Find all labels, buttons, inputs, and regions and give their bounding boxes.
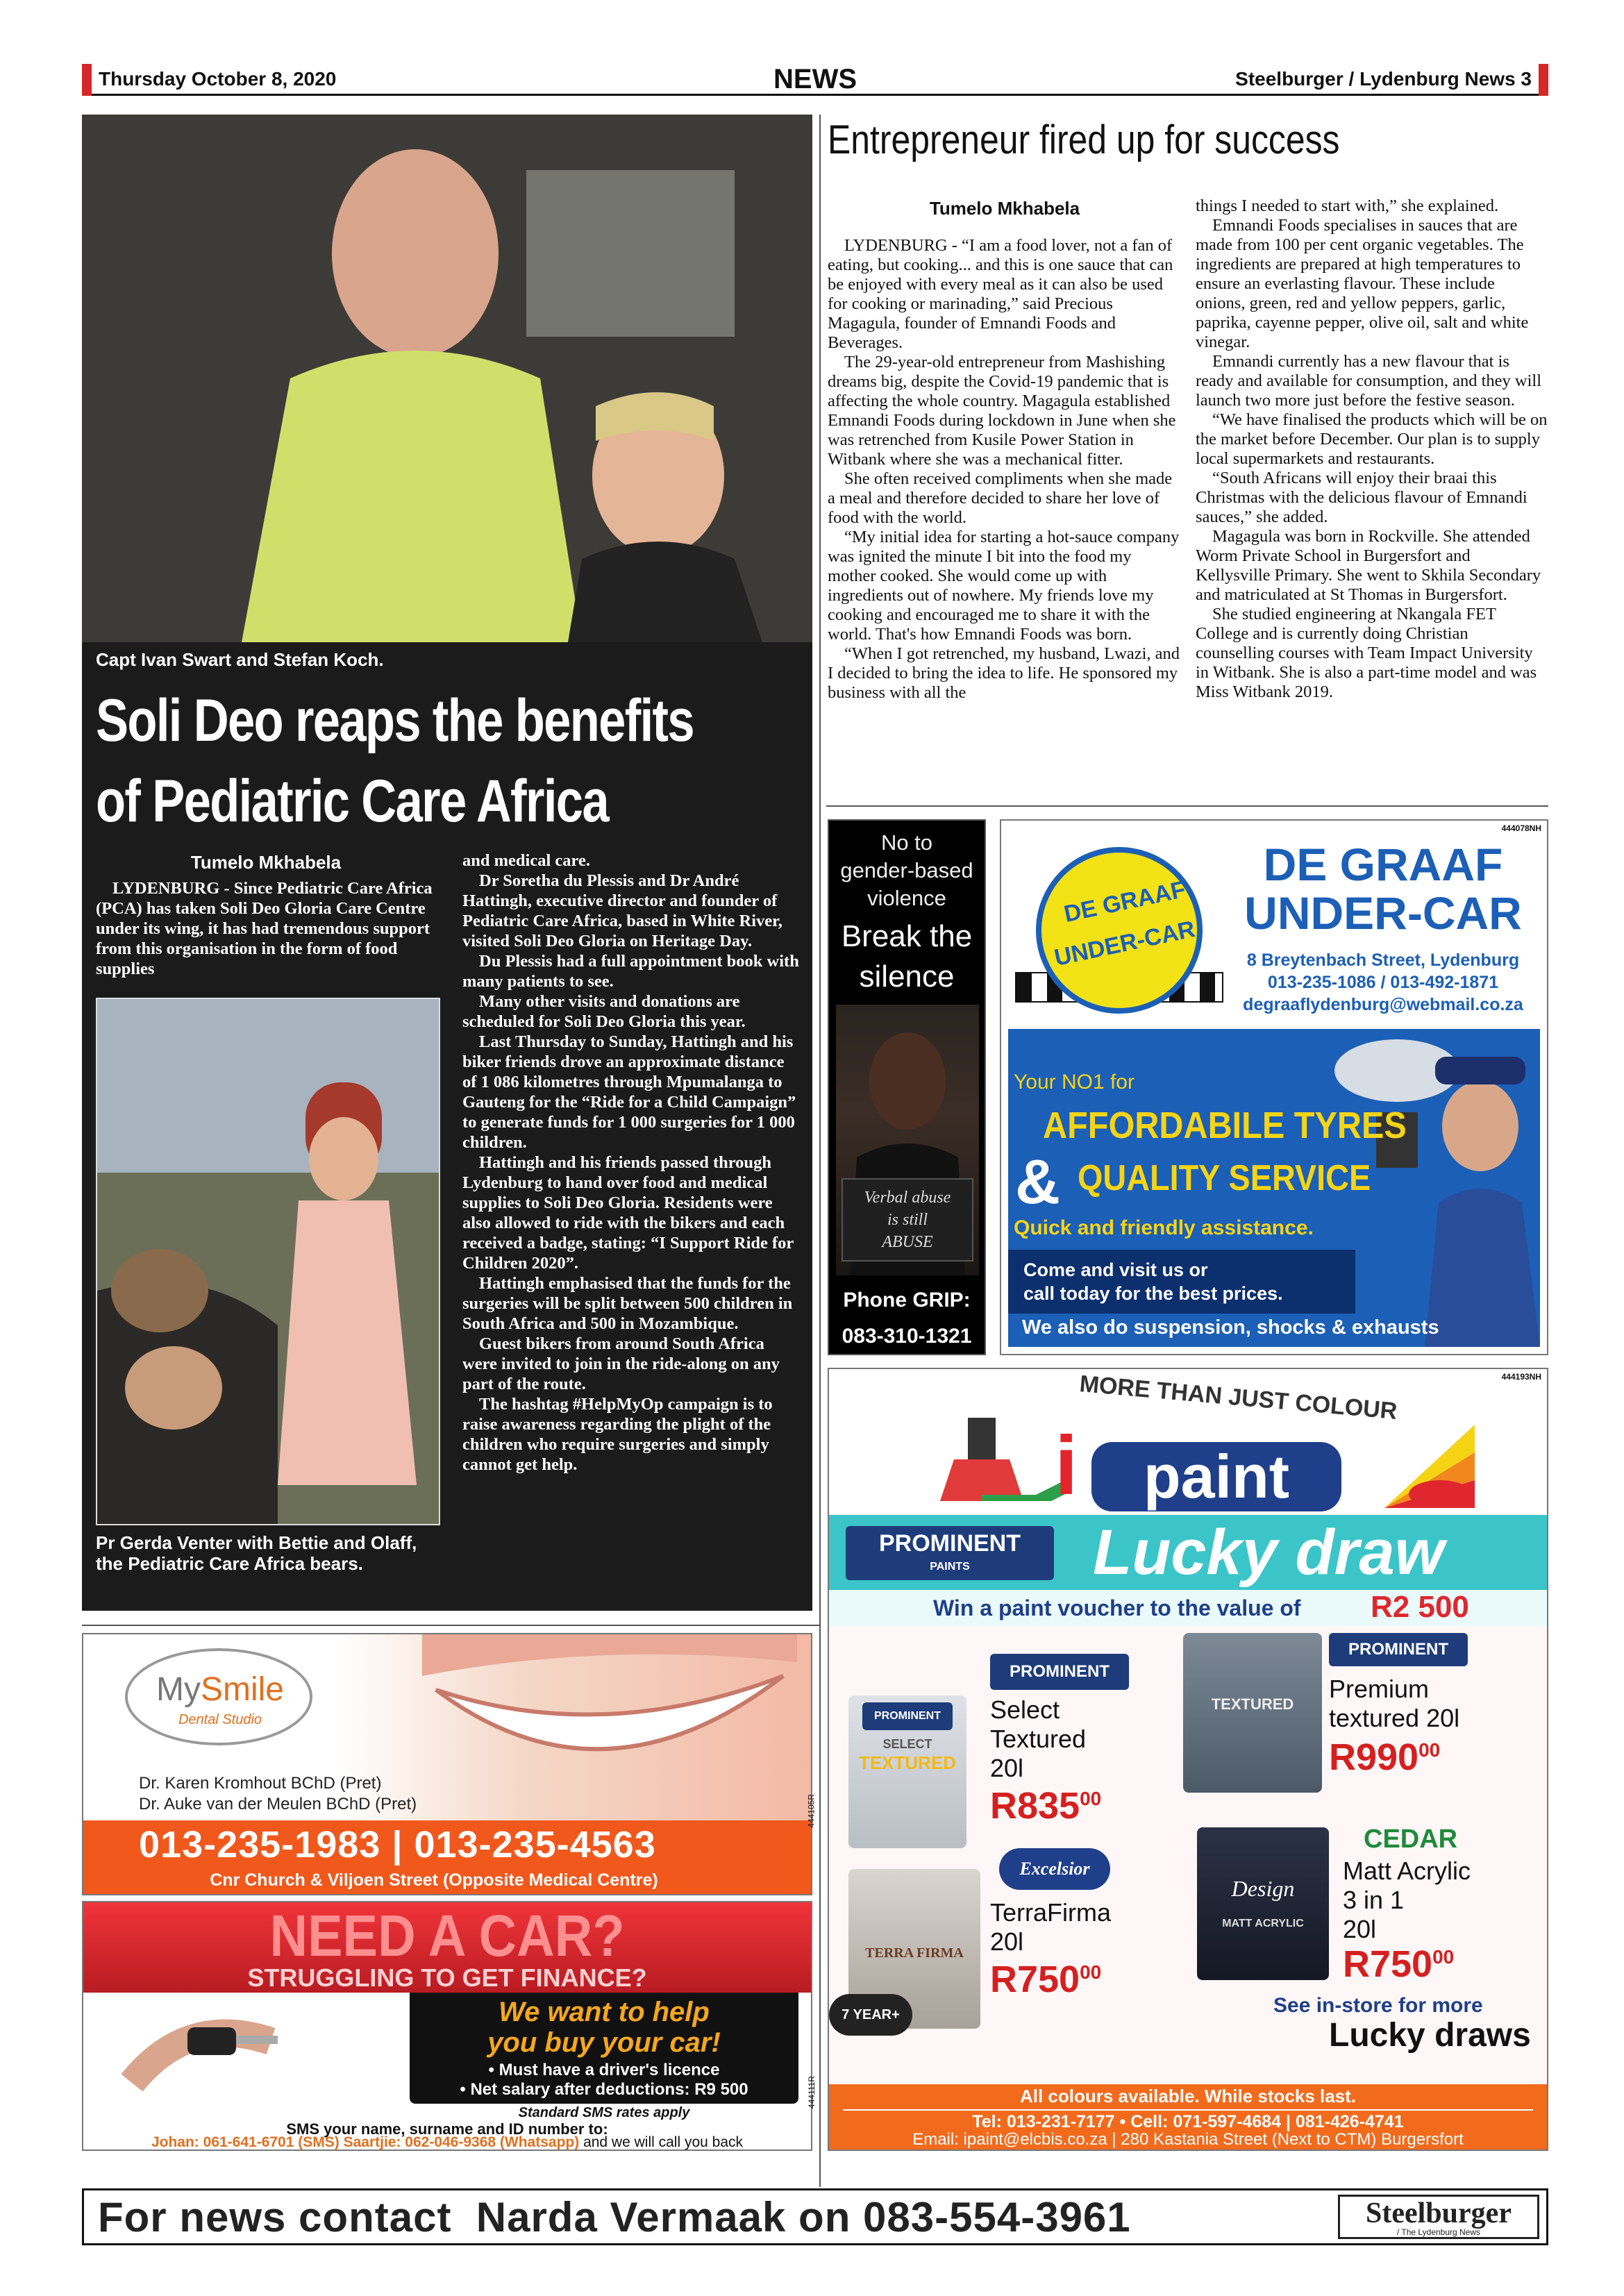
entrepreneur-headline: Entrepreneur fired up for success [828,117,1340,162]
product-price [990,1958,1101,2001]
ampersand: & [1015,1148,1060,1217]
product-name [990,1695,1086,1783]
ipaint-ad [828,1368,1548,2151]
price-rand: R750 [1343,1943,1433,1985]
name-line: UNDER-CAR [1244,887,1522,939]
cedar-logo: CEDAR [1364,1825,1458,1854]
quality-text: QUALITY SERVICE [1078,1158,1371,1198]
phone-sep: | [392,1824,403,1866]
can-cedar-design [1197,1827,1329,1980]
paragraph: “My initial idea for starting a hot-sauce company was ignited the minute I bit into the food my mother cooked. She would come up with ingredients out of nowhere. My friends love my cooking and encouraged me to share it with the world. That's how Emnandi Foods was born. [828,528,1180,644]
price-cents: 00 [1080,1788,1102,1809]
ipaint-logo-i: i [1055,1419,1078,1512]
divider [843,2109,1533,2111]
chalk-line: is still [887,1211,928,1229]
car-bullets [410,2061,798,2100]
gbv-big-line: silence [859,960,955,994]
car-title: NEED A CAR? [269,1903,625,1968]
chalkboard-sign [842,1178,973,1262]
paragraph: The 29-year-old entrepreneur from Mashishing dreams big, despite the Covid-19 pandemic that is affecting the whole country. Magagula established Emnandi Foods during lockdown in June when she was retrenched from Kusile Power Station in Witbank where she was a mechanical fitter. [828,353,1176,469]
can-select-textured [848,1695,966,1848]
help-line: you buy your car! [487,2027,721,2058]
header-section: NEWS [773,64,857,94]
can-label: MATT ACRYLIC [1222,1918,1304,1929]
can-premium-textured [1183,1633,1322,1793]
car-ad-header [83,1902,811,1993]
year-badge: 7 YEAR+ [829,1994,912,2036]
photo2-caption: Pr Gerda Venter with Bettie and Olaff, the Pediatric Care Africa bears. [96,1532,417,1574]
paragraph: She often received compliments when she made a meal and therefore decided to share her love of food with the world. [828,469,1173,527]
chalk-line: ABUSE [882,1233,933,1251]
ipaint-contact-bar [829,2084,1547,2150]
can-brand: PROMINENT [862,1702,953,1730]
bullet: • Net salary after deductions: R9 500 [460,2080,748,2099]
visit-line: Come and visit us or [1023,1259,1208,1280]
paragraph: things I needed to start with,” she explained. [1196,196,1499,215]
doctors [139,1773,417,1815]
smile-illustration [394,1634,811,1815]
gbv-line: No to [880,830,933,855]
header-right-marker [1539,64,1548,96]
steelburger-logo [1338,2195,1539,2239]
gbv-ad [828,819,986,1355]
paragraph: Du Plessis had a full appointment book with many patients to see. [462,952,799,991]
price-rand: R750 [990,1959,1080,2000]
prominent-logo [846,1526,1054,1580]
product-price [990,1784,1101,1827]
photo-illustration [97,999,439,1524]
can-label: TERRA FIRMA [865,1945,964,1961]
ipaint-teal-band [829,1515,1547,1591]
degraaf-phones: 013-235-1086 / 013-492-1871 [1267,973,1499,992]
visit-box [1008,1250,1355,1314]
paragraph: Emnandi currently has a new flavour that is ready and available for consumption, and they will launch two more just before the festive season. [1196,352,1542,410]
sms-instructions: SMS your name, surname and ID number to: [286,2120,608,2138]
degraaf-email: degraaflydenburg@webmail.co.za [1243,995,1523,1014]
degraaf-contact [1230,949,1536,1016]
price-cents: 00 [1080,1961,1102,1983]
entrepreneur-col2 [1196,196,1548,702]
gbv-big-line: Break the [841,919,973,953]
ad-ref: 444193NH [1501,1372,1541,1382]
product-name-line: 3 in 1 [1343,1886,1405,1914]
product-name-line: 20l [1343,1915,1377,1943]
also-text: We also do suspension, shocks & exhausts [1022,1316,1439,1339]
car-help-box [410,1993,798,2104]
entrepreneur-col1 [828,236,1182,703]
mysmile-ad [82,1633,817,1895]
gbv-phone-block [829,1286,985,1351]
visit-line: call today for the best prices. [1023,1283,1283,1304]
callback: and we will call you back [583,2134,744,2150]
paragraph: Dr Soretha du Plessis and Dr André Hattingh, executive director and founder of Pediatric Care Africa, based in White River, visited Soli Deo Gloria on Heritage Day. [462,871,782,950]
doctor-line: Dr. Auke van der Meulen BChD (Pret) [139,1795,417,1813]
photo-caption: Capt Ivan Swart and Stefan Koch. [96,649,384,670]
can-label: TEXTURED [1211,1695,1294,1713]
mysmile-logo [125,1648,312,1745]
degraaf-address: 8 Breytenbach Street, Lydenburg [1246,950,1520,970]
degraaf-blue-panel [1008,1029,1540,1347]
row-divider [82,1625,819,1626]
win-strip [829,1590,1547,1626]
product-name-line: TerraFirma [990,1898,1112,1927]
product-name-line: Textured [990,1725,1087,1753]
car-contacts [83,2134,811,2151]
win-text: Win a paint voucher to the value of [933,1595,1301,1620]
product-name [1343,1857,1471,1944]
badge-text-top: DE GRAAF [1062,875,1188,928]
paragraph: Emnandi Foods specialises in sauces that are made from 100 per cent organic vegetables. The ingredients are prepared at high temperatures to ensure an everlasting flavour. These include onions, green, red and yellow peppers, garlic, paprika, cayenne pepper, olive oil, salt and white vinegar. [1196,216,1529,351]
sms-rates: Standard SMS rates apply [518,2105,690,2120]
gbv-top-text [829,829,985,912]
page-footer [82,2188,1548,2245]
price-rand: R835 [990,1785,1080,1827]
news-contact: For news contact Narda Vermaak on 083-554-3961 [98,2194,1131,2240]
soli-deo-col2 [462,850,800,1475]
gbv-headline [829,916,985,997]
price-cents: 00 [1418,1739,1441,1761]
ipaint-email: Email: ipaint@elcbis.co.za | 280 Kastania Street (Next to CTM) Burgersfort [912,2130,1464,2149]
photo-gerda-venter [96,998,440,1525]
product-name-line: Matt Acrylic [1343,1857,1471,1885]
header-publication: Steelburger / Lydenburg News 3 [1235,68,1532,90]
product-name-line: 20l [990,1927,1024,1956]
logo-text: Steelburger [1366,2197,1512,2229]
gbv-phone: 083-310-1321 [842,1325,972,1348]
product-name-line: Select [990,1695,1060,1724]
gbv-phone-label: Phone GRIP: [843,1289,971,1312]
mysmile-phones [139,1823,656,1866]
degraaf-name [1230,840,1536,937]
price-cents: 00 [1432,1946,1455,1968]
logo-sub: Dental Studio [178,1712,262,1727]
logo-text [135,1670,305,1709]
paragraph: and medical care. [462,851,590,870]
help-line: We want to help [499,1997,710,2027]
gbv-line: gender-based [840,858,973,882]
help-text [410,1997,798,2058]
chalk-line: Verbal abuse [864,1189,951,1207]
prominent-text: PROMINENT [879,1530,1021,1557]
soli-deo-story [82,115,812,1611]
keys-svg [104,2000,299,2097]
bullet: • Must have a driver's licence [488,2061,720,2079]
paragraph: LYDENBURG - “I am a food lover, not a fan of eating, but cooking... and this is one sauce that can be enjoyed with every meal as it can also be used for cooking or marinading,” said Precious Magagula, founder of Emnandi Foods and Beverages. [828,236,1173,352]
paragraph: Many other visits and donations are scheduled for Soli Deo Gloria this year. [462,992,746,1031]
tyres-text: AFFORDABILE TYRES [1043,1105,1407,1146]
all-colours: All colours available. While stocks last. [1019,2086,1357,2106]
logo-smile: Smile [200,1671,284,1708]
product-name [1329,1675,1459,1733]
paragraph: “When I got retrenched, my husband, Lwazi, and I decided to bring the idea to life. He sponsored my business with all the [828,644,1180,702]
paragraph: LYDENBURG - Since Pediatric Care Africa (PCA) has taken Soli Deo Gloria Care Centre under its wing, it has had tremendous support from this organisation in the form of food supplies [96,879,433,978]
paragraph: Hattingh emphasised that the funds for the surgeries will be split between 500 children in South Africa and 500 in Mozambique. [462,1274,793,1333]
paragraph: “We have finalised the products which will be on the market before December. Our plan is to supply local supermarkets and restaurants. [1196,410,1548,468]
paragraph: Last Thursday to Sunday, Hattingh and his biker friends drove an approximate distance of 1 086 kilometres through Mpumalanga to Gauteng for the “Ride for a Child Campaign” to generate funds for 1 000 surgeries for 1 000 children. [462,1032,796,1152]
ad-ref: 444105R [807,1794,817,1828]
phone1: 013-235-1983 [139,1824,381,1866]
lucky-draws: Lucky draws [1329,2017,1531,2054]
colour-fan-icon [1378,1411,1482,1515]
row-divider [826,805,1548,807]
ipaint-tel: Tel: 013-231-7177 • Cell: 071-597-4684 | 081-426-4741 [972,2112,1404,2131]
colour-fan-svg [1378,1411,1482,1515]
product-name-line: Premium [1329,1675,1430,1703]
can-label: SELECT [882,1737,932,1751]
headline-line-1: Soli Deo reaps the benefits [96,687,694,754]
logo-sub: / The Lydenburg News [1396,2227,1481,2237]
badge-text-bottom: UNDER-CAR [1052,916,1198,972]
excelsior-logo: Excelsior [999,1848,1110,1890]
paragraph: The hashtag #HelpMyOp campaign is to raise awareness regarding the plight of the children who require surgeries and simply cannot get help. [462,1395,773,1474]
entrepreneur-byline: Tumelo Mkhabela [929,198,1080,219]
contacts: Johan: 061-641-6701 (SMS) Saartjie: 062-046-9368 (Whatsapp) [151,2134,580,2150]
phone2: 013-235-4563 [414,1824,656,1866]
mysmile-phone-bar [83,1820,811,1894]
see-instore: See in-store for more [1273,1994,1483,2017]
product-brand: PROMINENT [990,1654,1129,1690]
soli-deo-byline: Tumelo Mkhabela [190,852,342,873]
prominent-sub: PAINTS [930,1561,970,1573]
photo-swart-koch [82,115,812,642]
product-area [829,1626,1547,2084]
degraaf-ad [1000,819,1548,1355]
doctor-line: Dr. Karen Kromhout BChD (Pret) [139,1774,382,1793]
gbv-photo [836,1005,979,1275]
car-keys-icon [104,2000,299,2097]
column-divider [819,115,821,2187]
win-value: R2 500 [1371,1590,1469,1624]
degraaf-badge [1015,840,1223,1021]
name-line: DE GRAAF [1263,839,1503,890]
paragraph: “South Africans will enjoy their braai this Christmas with the delicious flavour of Emnandi sauces,” she added. [1196,469,1527,526]
soli-deo-col1 [96,878,440,979]
gbv-line: violence [867,886,946,910]
mysmile-address: Cnr Church & Viljoen Street (Opposite Medical Centre) [210,1870,658,1890]
product-name [990,1898,1111,1956]
can-label: Design [1231,1876,1295,1901]
page-header [82,64,1548,96]
ipaint-logo: paint [1091,1442,1341,1511]
lucky-draw-title: Lucky draw [1093,1517,1445,1588]
price-rand: R990 [1329,1736,1419,1778]
visit-text [1023,1258,1283,1305]
your-no1: Your NO1 for [1014,1071,1135,1093]
headline-line-2: of Pediatric Care Africa [96,768,608,835]
ad-ref: 444078NH [1501,823,1541,833]
paragraph: Hattingh and his friends passed through Lydenburg to hand over food and medical supplies to Soli Deo Gloria. Residents were also allowed to ride with the bikers and each received a badge, stating: “I Support Ride for Children 2020”. [462,1153,794,1273]
car-ad [82,1901,817,2151]
photo-illustration [82,115,812,642]
product-name-line: 20l [990,1754,1024,1782]
quick-text: Quick and friendly assistance. [1014,1216,1314,1239]
car-subtitle: STRUGGLING TO GET FINANCE? [247,1963,647,1992]
can-label: TEXTURED [858,1752,957,1773]
product-name-line: textured 20l [1329,1704,1460,1732]
ipaint-tagline: MORE THAN JUST COLOUR [1078,1371,1398,1425]
header-date: Thursday October 8, 2020 [99,68,337,90]
logo-my: My [156,1671,201,1708]
paragraph: Magagula was born in Rockville. She attended Worm Private School in Burgersfort and Kellysville Primary. She went to Skhila Secondary and matriculated at St Thomas in Burgersfort. [1196,527,1541,604]
paragraph: She studied engineering at Nkangala FET College and is currently doing Christian counselling courses with Team Impact University in Witbank. She is also a part-time model and was Miss Witbank 2019. [1196,605,1537,701]
soli-deo-headline [96,680,826,861]
ad-ref: 444111R [807,2076,817,2109]
product-price [1329,1736,1440,1779]
product-price [1343,1943,1454,1986]
paragraph: Guest bikers from around South Africa were invited to join in the ride-along on any part of the route. [462,1334,780,1393]
product-brand: PROMINENT [1329,1633,1468,1666]
